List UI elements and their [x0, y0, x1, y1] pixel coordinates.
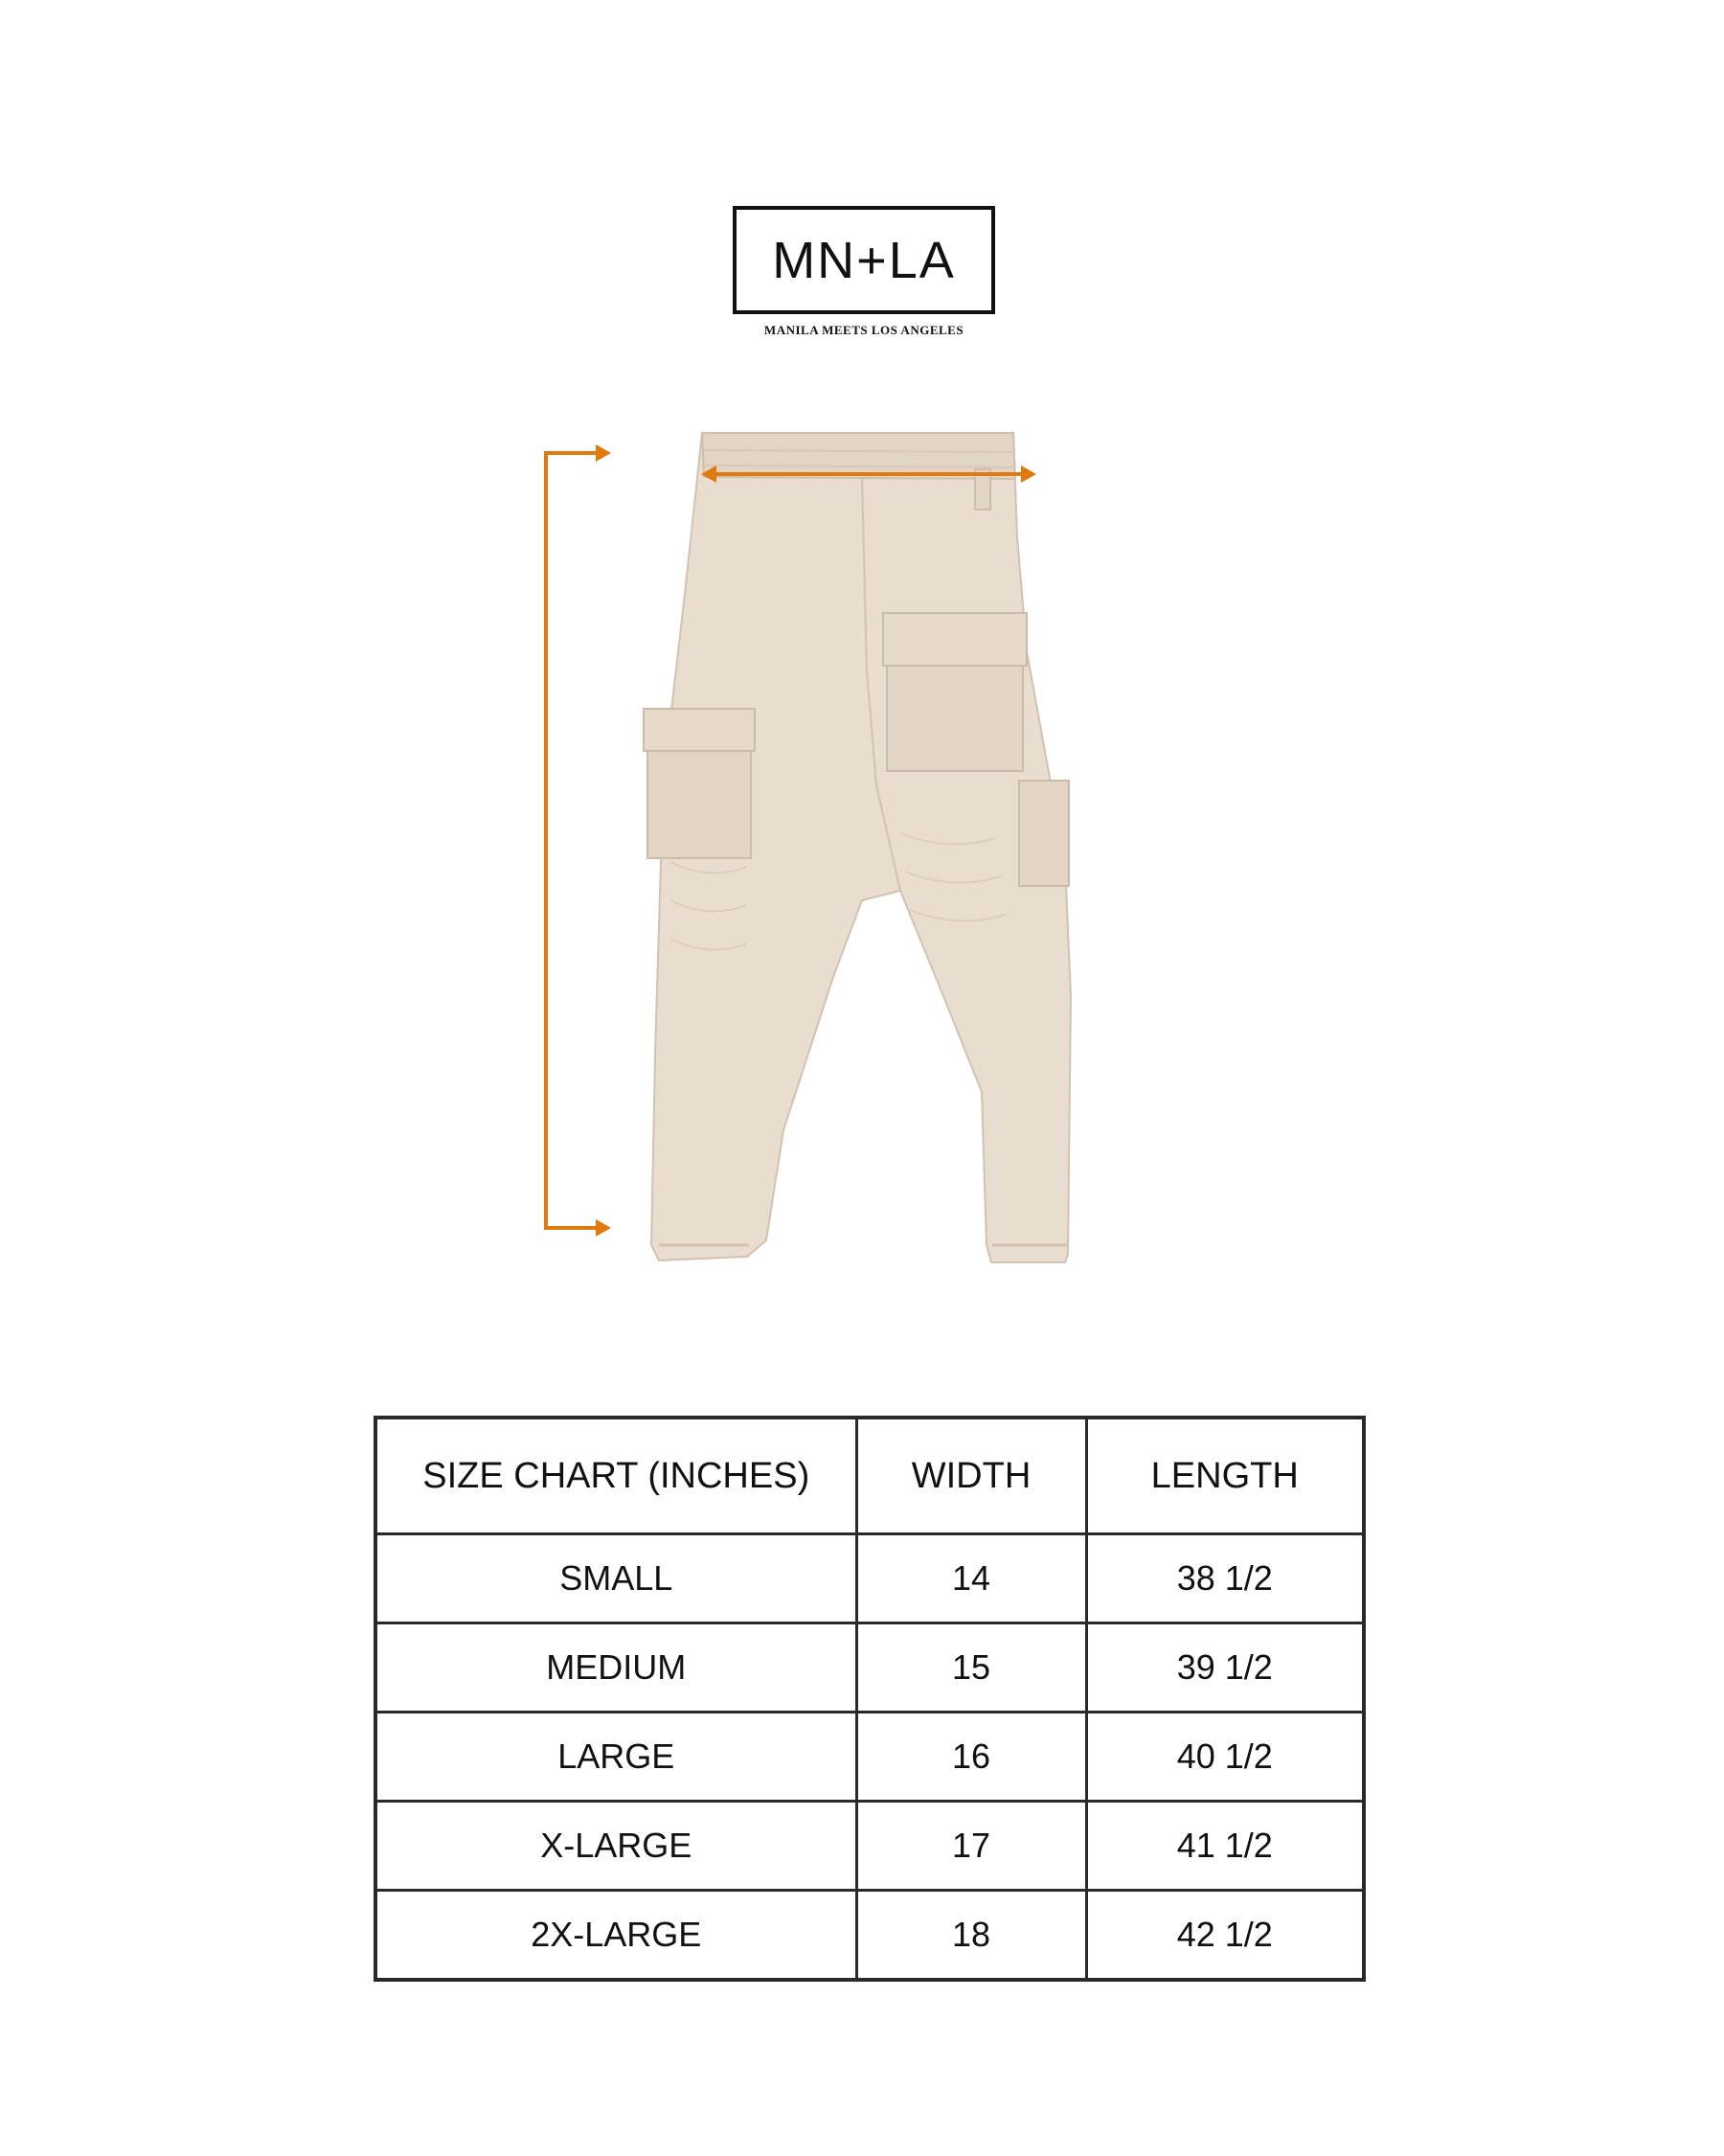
- size-cell: 2X-LARGE: [375, 1891, 856, 1981]
- table-header-row: [375, 1418, 1364, 1534]
- cargo-pants-illustration: [517, 421, 1111, 1264]
- length-cell: 40 1/2: [1086, 1713, 1364, 1802]
- right-cargo-pocket: [883, 613, 1027, 771]
- size-chart-table: [374, 1416, 1366, 1982]
- table-row: [375, 1802, 1364, 1891]
- width-cell: 18: [856, 1891, 1086, 1981]
- brand-logo: [733, 206, 995, 314]
- table-row: [375, 1713, 1364, 1802]
- size-cell: SMALL: [375, 1534, 856, 1623]
- table-row: [375, 1534, 1364, 1623]
- size-cell: MEDIUM: [375, 1623, 856, 1713]
- size-cell: X-LARGE: [375, 1802, 856, 1891]
- length-cell: 41 1/2: [1086, 1802, 1364, 1891]
- waistband: [702, 433, 1015, 479]
- width-cell: 15: [856, 1623, 1086, 1713]
- logo-text: MN+LA: [772, 231, 956, 289]
- size-cell: LARGE: [375, 1713, 856, 1802]
- length-cell: 38 1/2: [1086, 1534, 1364, 1623]
- length-cell: 39 1/2: [1086, 1623, 1364, 1713]
- header-length: LENGTH: [1086, 1418, 1364, 1534]
- width-cell: 14: [856, 1534, 1086, 1623]
- width-cell: 16: [856, 1713, 1086, 1802]
- left-cargo-pocket: [644, 709, 755, 858]
- table-row: [375, 1623, 1364, 1713]
- length-measure-arrow: [546, 444, 611, 1237]
- table-row: [375, 1891, 1364, 1981]
- side-pocket: [1019, 781, 1069, 886]
- header-width: WIDTH: [856, 1418, 1086, 1534]
- header-size: SIZE CHART (INCHES): [375, 1418, 856, 1534]
- brand-tagline: MANILA MEETS LOS ANGELES: [763, 323, 964, 337]
- width-cell: 17: [856, 1802, 1086, 1891]
- length-cell: 42 1/2: [1086, 1891, 1364, 1981]
